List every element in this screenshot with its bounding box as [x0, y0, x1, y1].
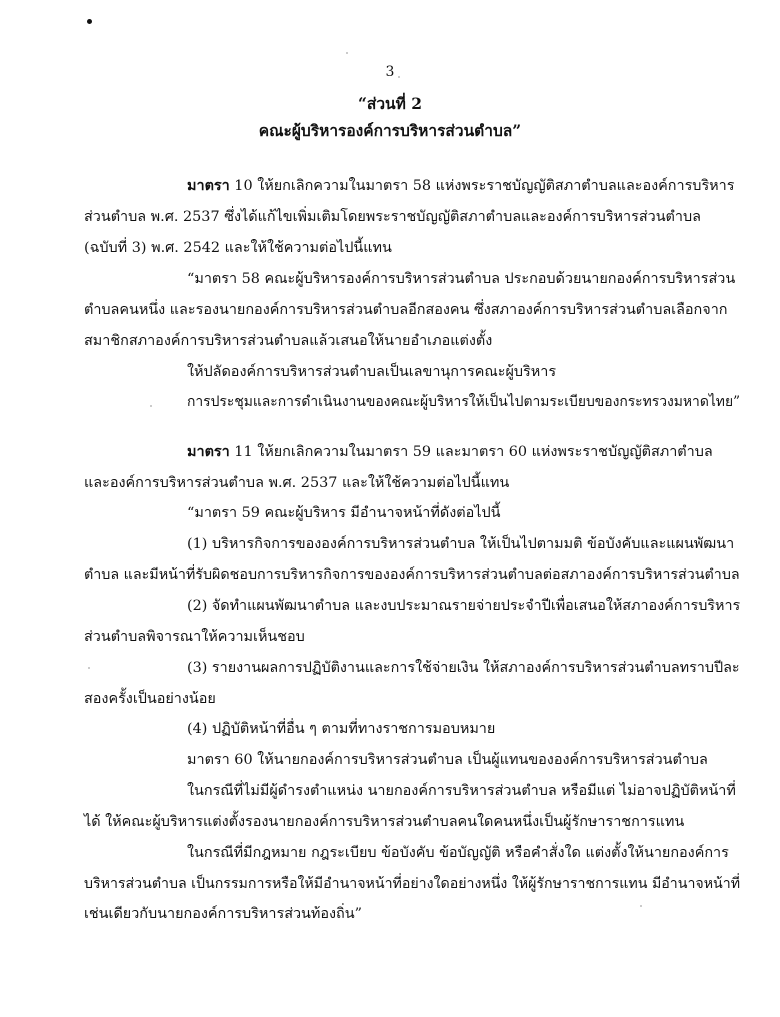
section-10-line-1 [187, 176, 734, 196]
section-10-line-6: สมาชิกสภาองค์การบริหารส่วนตำบลแล้วเสนอให้นายอำเภอแต่งตั้ง [84, 333, 493, 349]
section-11-line-5: ตำบล และมีหน้าที่รับผิดชอบการบริหารกิจการขององค์การบริหารส่วนตำบลต่อสภาองค์การบริหารส่วนตำบล [84, 567, 740, 583]
section-11-line-14: ในกรณีที่มีกฎหมาย กฎระเบียบ ข้อบังคับ ข้อบัญญัติ หรือคำสั่งใด แต่งตั้งให้นายกองค์การ [187, 845, 729, 861]
section-11-line-12: ในกรณีที่ไม่มีผู้ดำรงตำแหน่ง นายกองค์การบริหารส่วนตำบล หรือมีแต่ ไม่อาจปฏิบัติหน้าที่ [187, 783, 736, 799]
section-11-line-1 [187, 442, 713, 462]
section-text: 10 ให้ยกเลิกความในมาตรา 58 แห่งพระราชบัญญัติสภาตำบลและองค์การบริหาร [229, 178, 735, 194]
section-11-line-7: ส่วนตำบลพิจารณาให้ความเห็นชอบ [84, 629, 305, 645]
section-keyword: มาตรา [187, 177, 230, 194]
section-11-line-8: (3) รายงานผลการปฏิบัติงานและการใช้จ่ายเงิน ให้สภาองค์การบริหารส่วนตำบลทราบปีละ [187, 660, 740, 676]
section-11-line-16: เช่นเดียวกับนายกองค์การบริหารส่วนท้องถิ่น” [84, 906, 362, 922]
section-10-line-4: “มาตรา 58 คณะผู้บริหารองค์การบริหารส่วนตำบล ประกอบด้วยนายกองค์การบริหารส่วน [187, 271, 736, 287]
scan-speck [346, 52, 348, 54]
section-11-line-6: (2) จัดทำแผนพัฒนาตำบล และงบประมาณรายจ่ายประจำปีเพื่อเสนอให้สภาองค์การบริหาร [187, 598, 741, 614]
section-text: 11 ให้ยกเลิกความในมาตรา 59 และมาตรา 60 แห่งพระราชบัญญัติสภาตำบล [229, 444, 713, 460]
section-keyword: มาตรา [187, 443, 230, 460]
section-11-line-10: (4) ปฏิบัติหน้าที่อื่น ๆ ตามที่ทางราชการมอบหมาย [187, 721, 496, 737]
section-11-line-11: มาตรา 60 ให้นายกองค์การบริหารส่วนตำบล เป็นผู้แทนขององค์การบริหารส่วนตำบล [187, 752, 708, 768]
section-11-line-13: ได้ ให้คณะผู้บริหารแต่งตั้งรองนายกองค์การบริหารส่วนตำบลคนใดคนหนึ่งเป็นผู้รักษาราชการแทน [84, 814, 685, 830]
section-11-line-2: และองค์การบริหารส่วนตำบล พ.ศ. 2537 และให้ใช้ความต่อไปนี้แทน [84, 475, 510, 491]
section-10-line-7: ให้ปลัดองค์การบริหารส่วนตำบลเป็นเลขานุการคณะผู้บริหาร [187, 364, 557, 380]
scan-speck [88, 667, 90, 669]
section-10-line-5: ตำบลคนหนึ่ง และรองนายกองค์การบริหารส่วนตำบลอีกสองคน ซึ่งสภาองค์การบริหารส่วนตำบลเลือกจาก [84, 302, 728, 318]
section-11-line-3: “มาตรา 59 คณะผู้บริหาร มีอำนาจหน้าที่ดังต่อไปนี้ [187, 505, 501, 521]
part-heading: “ส่วนที่ 2 [357, 94, 423, 113]
section-10-line-2: ส่วนตำบล พ.ศ. 2537 ซึ่งได้แก้ไขเพิ่มเติมโดยพระราชบัญญัติสภาตำบลและองค์การบริหารส่วนตำบล [84, 209, 701, 225]
section-11-line-15: บริหารส่วนตำบล เป็นกรรมการหรือให้มีอำนาจหน้าที่อย่างใดอย่างหนึ่ง ให้ผู้รักษาราชการแทน มีอำนาจหน้าที่ [84, 876, 741, 892]
section-10-line-3: (ฉบับที่ 3) พ.ศ. 2542 และให้ใช้ความต่อไปนี้แทน [84, 240, 392, 256]
section-11-line-4: (1) บริหารกิจการขององค์การบริหารส่วนตำบล ให้เป็นไปตามมติ ข้อบังคับและแผนพัฒนา [187, 536, 735, 552]
scan-mark [87, 19, 92, 24]
page-number: 3 [385, 64, 395, 80]
section-11-line-9: สองครั้งเป็นอย่างน้อย [84, 691, 216, 707]
part-title: คณะผู้บริหารองค์การบริหารส่วนตำบล” [258, 121, 522, 140]
scan-speck [150, 405, 152, 407]
scan-speck [640, 905, 642, 907]
section-10-line-8: การประชุมและการดำเนินงานของคณะผู้บริหารให้เป็นไปตามระเบียบของกระทรวงมหาดไทย” [187, 394, 741, 410]
